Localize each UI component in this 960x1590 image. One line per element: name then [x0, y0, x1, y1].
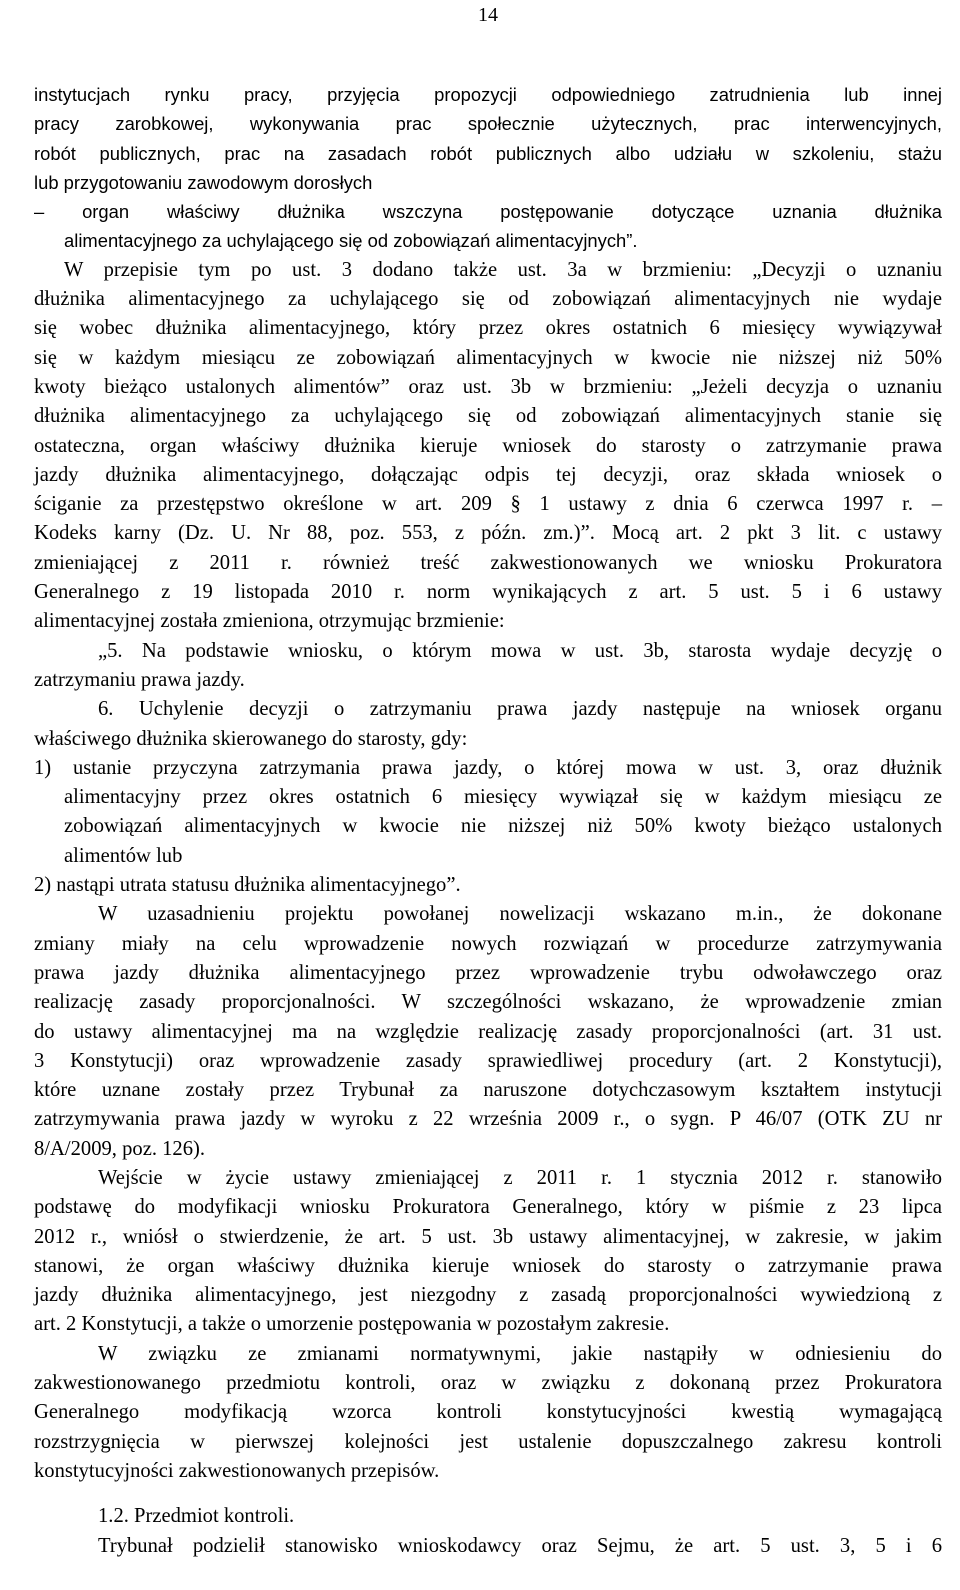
text-line: art. 2 Konstytucji, a także o umorzenie postępowania w pozostałym zakresie.: [34, 1313, 670, 1336]
text-line: 8/A/2009, poz. 126).: [34, 1137, 206, 1160]
text-line: kwoty bieżąco ustalonych alimentów” oraz ust. 3b w brzmieniu: „Jeżeli decyzja o uznaniu: [34, 375, 942, 398]
text-line: zatrzymaniu prawa jazdy.: [34, 668, 245, 691]
text-line: ściganie za przestępstwo określone w art. 209 § 1 ustawy z dnia 6 czerwca 1997 r. –: [34, 493, 942, 516]
text-line: się wobec dłużnika alimentacyjnego, który przez okres ostatnich 6 miesięcy wywiązywał: [34, 317, 942, 340]
text-line: „5. Na podstawie wniosku, o którym mowa w ust. 3b, starosta wydaje decyzję o: [98, 639, 942, 662]
text-line: Generalnego modyfikacją wzorca kontroli konstytucyjności kwestią wymagającą: [34, 1401, 942, 1424]
text-line: 1.2. Przedmiot kontroli.: [98, 1505, 295, 1528]
text-line: do ustawy alimentacyjnej ma na względzie realizację zasady proporcjonalności (art. 31 ust.: [34, 1020, 942, 1043]
text-line: pracy zarobkowej, wykonywania prac społecznie użytecznych, prac interwencyjnych,: [34, 113, 942, 135]
text-line: konstytucyjności zakwestionowanych przepisów.: [34, 1459, 440, 1482]
page-number: 14: [478, 4, 498, 26]
text-line: 2012 r., wniósł o stwierdzenie, że art. 5 ust. 3b ustawy alimentacyjnej, w zakresie, w jakim: [34, 1225, 942, 1248]
text-line: stanowi, że organ właściwy dłużnika kieruje wniosek do starosty o zatrzymanie prawa: [34, 1254, 942, 1277]
text-line: 1) ustanie przyczyna zatrzymania prawa jazdy, o której mowa w ust. 3, oraz dłużnik: [34, 756, 942, 779]
text-line: ostateczna, organ właściwy dłużnika kieruje wniosek do starosty o zatrzymanie prawa: [34, 434, 942, 457]
text-line: realizację zasady proporcjonalności. W szczególności wskazano, że wprowadzenie zmian: [34, 991, 942, 1014]
text-line: 3 Konstytucji) oraz wprowadzenie zasady sprawiedliwej procedury (art. 2 Konstytucji),: [34, 1049, 942, 1072]
text-line: Wejście w życie ustawy zmieniającej z 2011 r. 1 stycznia 2012 r. stanowiło: [98, 1166, 942, 1189]
text-line: prawa jazdy dłużnika alimentacyjnego przez wprowadzenie trybu odwoławczego oraz: [34, 961, 942, 984]
text-line: instytucjach rynku pracy, przyjęcia propozycji odpowiedniego zatrudnienia lub innej: [34, 84, 942, 105]
text-line: dłużnika alimentacyjnego za uchylającego się od zobowiązań alimentacyjnych stanie się: [34, 405, 942, 428]
text-line: – organ właściwy dłużnika wszczyna postępowanie dotyczące uznania dłużnika: [34, 201, 942, 223]
text-line: W przepisie tym po ust. 3 dodano także ust. 3a w brzmieniu: „Decyzji o uznaniu: [64, 258, 942, 281]
text-line: alimentów lub: [64, 844, 183, 867]
text-line: Trybunał podzielił stanowisko wnioskodawcy oraz Sejmu, że art. 5 ust. 3, 5 i 6: [98, 1534, 942, 1557]
spacer: [34, 1486, 942, 1502]
text-line: alimentacyjnej została zmieniona, otrzymując brzmienie:: [34, 610, 505, 633]
text-line: jazdy dłużnika alimentacyjnego, jest niezgodny z zasadą proporcjonalności wywiedzioną z: [34, 1284, 942, 1307]
text-line: zakwestionowanego przedmiotu kontroli, oraz w związku z dokonaną przez Prokuratora: [34, 1372, 942, 1395]
text-line: rozstrzygnięcia w pierwszej kolejności jest ustalenie dopuszczalnego zakresu kontroli: [34, 1430, 942, 1453]
text-line: robót publicznych, prac na zasadach robót publicznych albo udziału w szkoleniu, stażu: [34, 142, 942, 164]
text-line: Kodeks karny (Dz. U. Nr 88, poz. 553, z późn. zm.)”. Mocą art. 2 pkt 3 lit. c ustawy: [34, 522, 942, 545]
text-line: się w każdym miesiącu ze zobowiązań alimentacyjnych w kwocie nie niższej niż 50%: [34, 346, 942, 369]
text-line: alimentacyjnego za uchylającego się od zobowiązań alimentacyjnych”.: [64, 230, 638, 252]
text-line: alimentacyjny przez okres ostatnich 6 miesięcy wywiązał się w każdym miesiącu ze: [64, 786, 942, 809]
text-line: W związku ze zmianami normatywnymi, jakie nastąpiły w odniesieniu do: [98, 1342, 942, 1365]
text-line: lub przygotowaniu zawodowym dorosłych: [34, 171, 373, 193]
text-line: właściwego dłużnika skierowanego do starosty, gdy:: [34, 727, 468, 750]
text-line: zobowiązań alimentacyjnych w kwocie nie niższej niż 50% kwoty bieżąco ustalonych: [64, 815, 942, 838]
text-line: zatrzymywania prawa jazdy w wyroku z 22 września 2009 r., o sygn. P 46/07 (OTK ZU nr: [34, 1108, 942, 1131]
text-line: dłużnika alimentacyjnego za uchylającego się od zobowiązań alimentacyjnych nie wydaje: [34, 288, 942, 311]
text-line: W uzasadnieniu projektu powołanej nowelizacji wskazano m.in., że dokonane: [98, 903, 942, 926]
text-line: jazdy dłużnika alimentacyjnego, dołączając odpis tej decyzji, oraz składa wniosek o: [34, 463, 942, 486]
text-line: które uznane zostały przez Trybunał za naruszone dotychczasowym kształtem instytucji: [34, 1079, 942, 1102]
text-line: Generalnego z 19 listopada 2010 r. norm wynikających z art. 5 ust. 5 i 6 ustawy: [34, 581, 942, 604]
text-line: podstawę do modyfikacji wniosku Prokuratora Generalnego, który w piśmie z 23 lipca: [34, 1196, 942, 1219]
text-line: zmiany miały na celu wprowadzenie nowych rozwiązań w procedurze zatrzymywania: [34, 932, 942, 955]
text-line: 2) nastąpi utrata statusu dłużnika alimentacyjnego”.: [34, 874, 461, 897]
text-line: 6. Uchylenie decyzji o zatrzymaniu prawa jazdy następuje na wniosek organu: [98, 698, 942, 721]
document-body: [34, 80, 942, 1561]
text-line: zmieniającej z 2011 r. również treść zakwestionowanych we wniosku Prokuratora: [34, 551, 942, 574]
